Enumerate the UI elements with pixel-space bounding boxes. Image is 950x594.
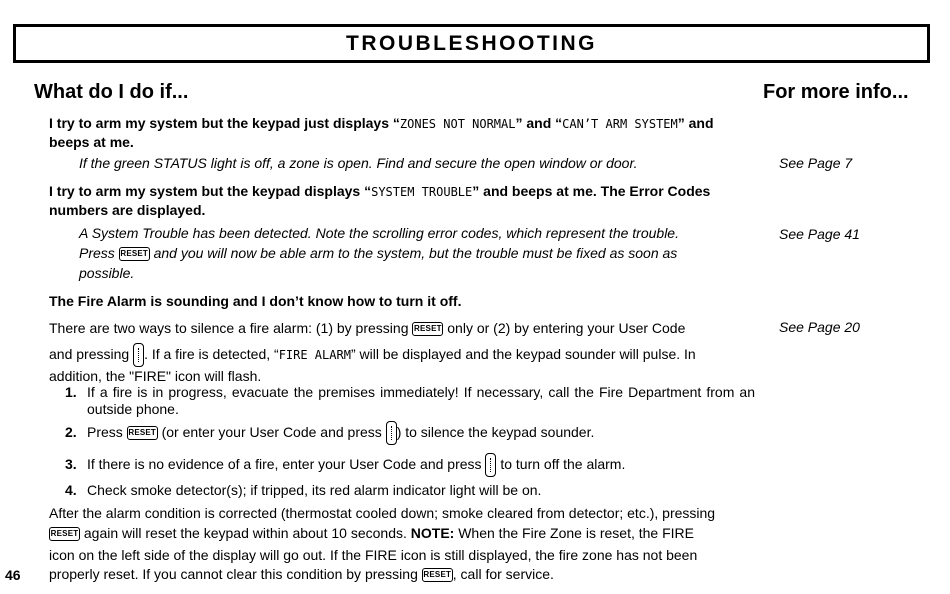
after-alarm-paragraph — [49, 504, 755, 582]
step-1 — [65, 384, 755, 418]
display-system-trouble: SYSTEM TROUBLE — [371, 185, 473, 199]
step-3-pre: If there is no evidence of a fire, enter your User Code and press — [87, 456, 482, 472]
enter-key-icon — [133, 343, 144, 367]
page-number: 46 — [5, 567, 21, 583]
after-line-3: icon on the left side of the display will go out. If the FIRE icon is still displayed, the fire zone has not been — [49, 547, 698, 563]
fire-line-2-a: and pressing — [49, 346, 130, 362]
q1-text-mid: ” and “ — [515, 115, 563, 131]
step-3-post: to turn off the alarm. — [500, 456, 626, 472]
reset-key-icon: RESET — [49, 527, 80, 541]
fire-line-3: addition, the "FIRE" icon will flash. — [49, 368, 262, 384]
step-4 — [65, 482, 755, 499]
see-page-41: See Page 41 — [779, 226, 860, 242]
fire-line-2-b: . If a fire is detected, “ — [144, 346, 279, 362]
a2-line-2-post: and you will now be able arm to the system, but the trouble must be fixed as soon as — [153, 245, 678, 261]
title-box — [13, 24, 930, 63]
a2-line-2-pre: Press — [79, 245, 115, 261]
step-3 — [65, 452, 755, 477]
answer-system-trouble — [79, 223, 759, 283]
q2-text-post: ” and beeps at me. The Error Codes numbers are displayed. — [49, 183, 711, 218]
after-line-1: After the alarm condition is corrected (thermostat cooled down; smoke cleared from detector; etc.), pressing — [49, 505, 716, 521]
question-fire-alarm: The Fire Alarm is sounding and I don’t know how to turn it off. — [49, 293, 462, 309]
note-label: NOTE: — [410, 525, 455, 541]
after-line-4-post: , call for service. — [452, 566, 554, 582]
q1-text-pre: I try to arm my system but the keypad just displays “ — [49, 115, 400, 131]
step-1-text: If a fire is in progress, evacuate the premises immediately! If necessary, call the Fire Department from an outside phone. — [87, 384, 755, 417]
display-fire-alarm: FIRE ALARM — [278, 348, 351, 362]
step-3-number: 3. — [65, 456, 77, 472]
left-column-header: What do I do if... — [34, 81, 189, 103]
see-page-20: See Page 20 — [779, 319, 860, 335]
after-line-2 — [49, 522, 755, 544]
a2-line-2 — [79, 243, 759, 263]
reset-key-icon: RESET — [127, 426, 158, 440]
step-4-text: Check smoke detector(s); if tripped, its red alarm indicator light will be on. — [87, 482, 542, 498]
fire-line-1-b: only or (2) by entering your User Code — [447, 320, 686, 336]
right-column-header: For more info... — [763, 81, 909, 103]
fire-line-1-a: There are two ways to silence a fire alarm: (1) by pressing — [49, 320, 409, 336]
reset-key-icon: RESET — [412, 322, 443, 336]
after-line-2-note: When the Fire Zone is reset, the FIRE — [458, 525, 694, 541]
step-3-text — [87, 452, 755, 477]
step-2-text — [87, 421, 755, 445]
question-system-trouble — [49, 182, 749, 219]
a2-line-3: possible. — [79, 265, 135, 281]
after-line-4-pre: properly reset. If you cannot clear this condition by pressing — [49, 566, 418, 582]
enter-key-icon — [485, 453, 496, 477]
step-2-post: ) to silence the keypad sounder. — [396, 424, 595, 440]
fire-line-1 — [49, 316, 755, 341]
step-2-mid: (or enter your User Code and press — [161, 424, 382, 440]
step-2-number: 2. — [65, 424, 77, 440]
step-1-number: 1. — [65, 384, 77, 400]
answer-zones-not-normal: If the green STATUS light is off, a zone is open. Find and secure the open window or door. — [79, 155, 638, 171]
after-line-4 — [49, 566, 755, 582]
page-title: TROUBLESHOOTING — [346, 31, 597, 55]
enter-key-icon — [386, 421, 397, 445]
fire-silence-paragraph — [49, 316, 755, 385]
question-zones-not-normal — [49, 114, 749, 151]
step-2 — [65, 421, 755, 445]
reset-key-icon: RESET — [119, 247, 150, 261]
fire-line-2-c: ” will be displayed and the keypad sounder will pulse. In — [350, 346, 696, 362]
display-zones-not-normal: ZONES NOT NORMAL — [399, 117, 516, 131]
fire-line-2 — [49, 341, 755, 367]
see-page-7: See Page 7 — [779, 155, 853, 171]
step-2-pre: Press — [87, 424, 123, 440]
q1-text-post: ” and beeps at me. — [49, 115, 714, 150]
display-cant-arm-system: CAN’T ARM SYSTEM — [562, 117, 678, 131]
reset-key-icon: RESET — [422, 568, 453, 582]
step-4-number: 4. — [65, 482, 77, 498]
after-line-2-text: again will reset the keypad within about 10 seconds. — [83, 525, 407, 541]
q2-text-pre: I try to arm my system but the keypad displays “ — [49, 183, 372, 199]
a2-line-1: A System Trouble has been detected. Note the scrolling error codes, which represent the trouble. — [79, 225, 679, 241]
